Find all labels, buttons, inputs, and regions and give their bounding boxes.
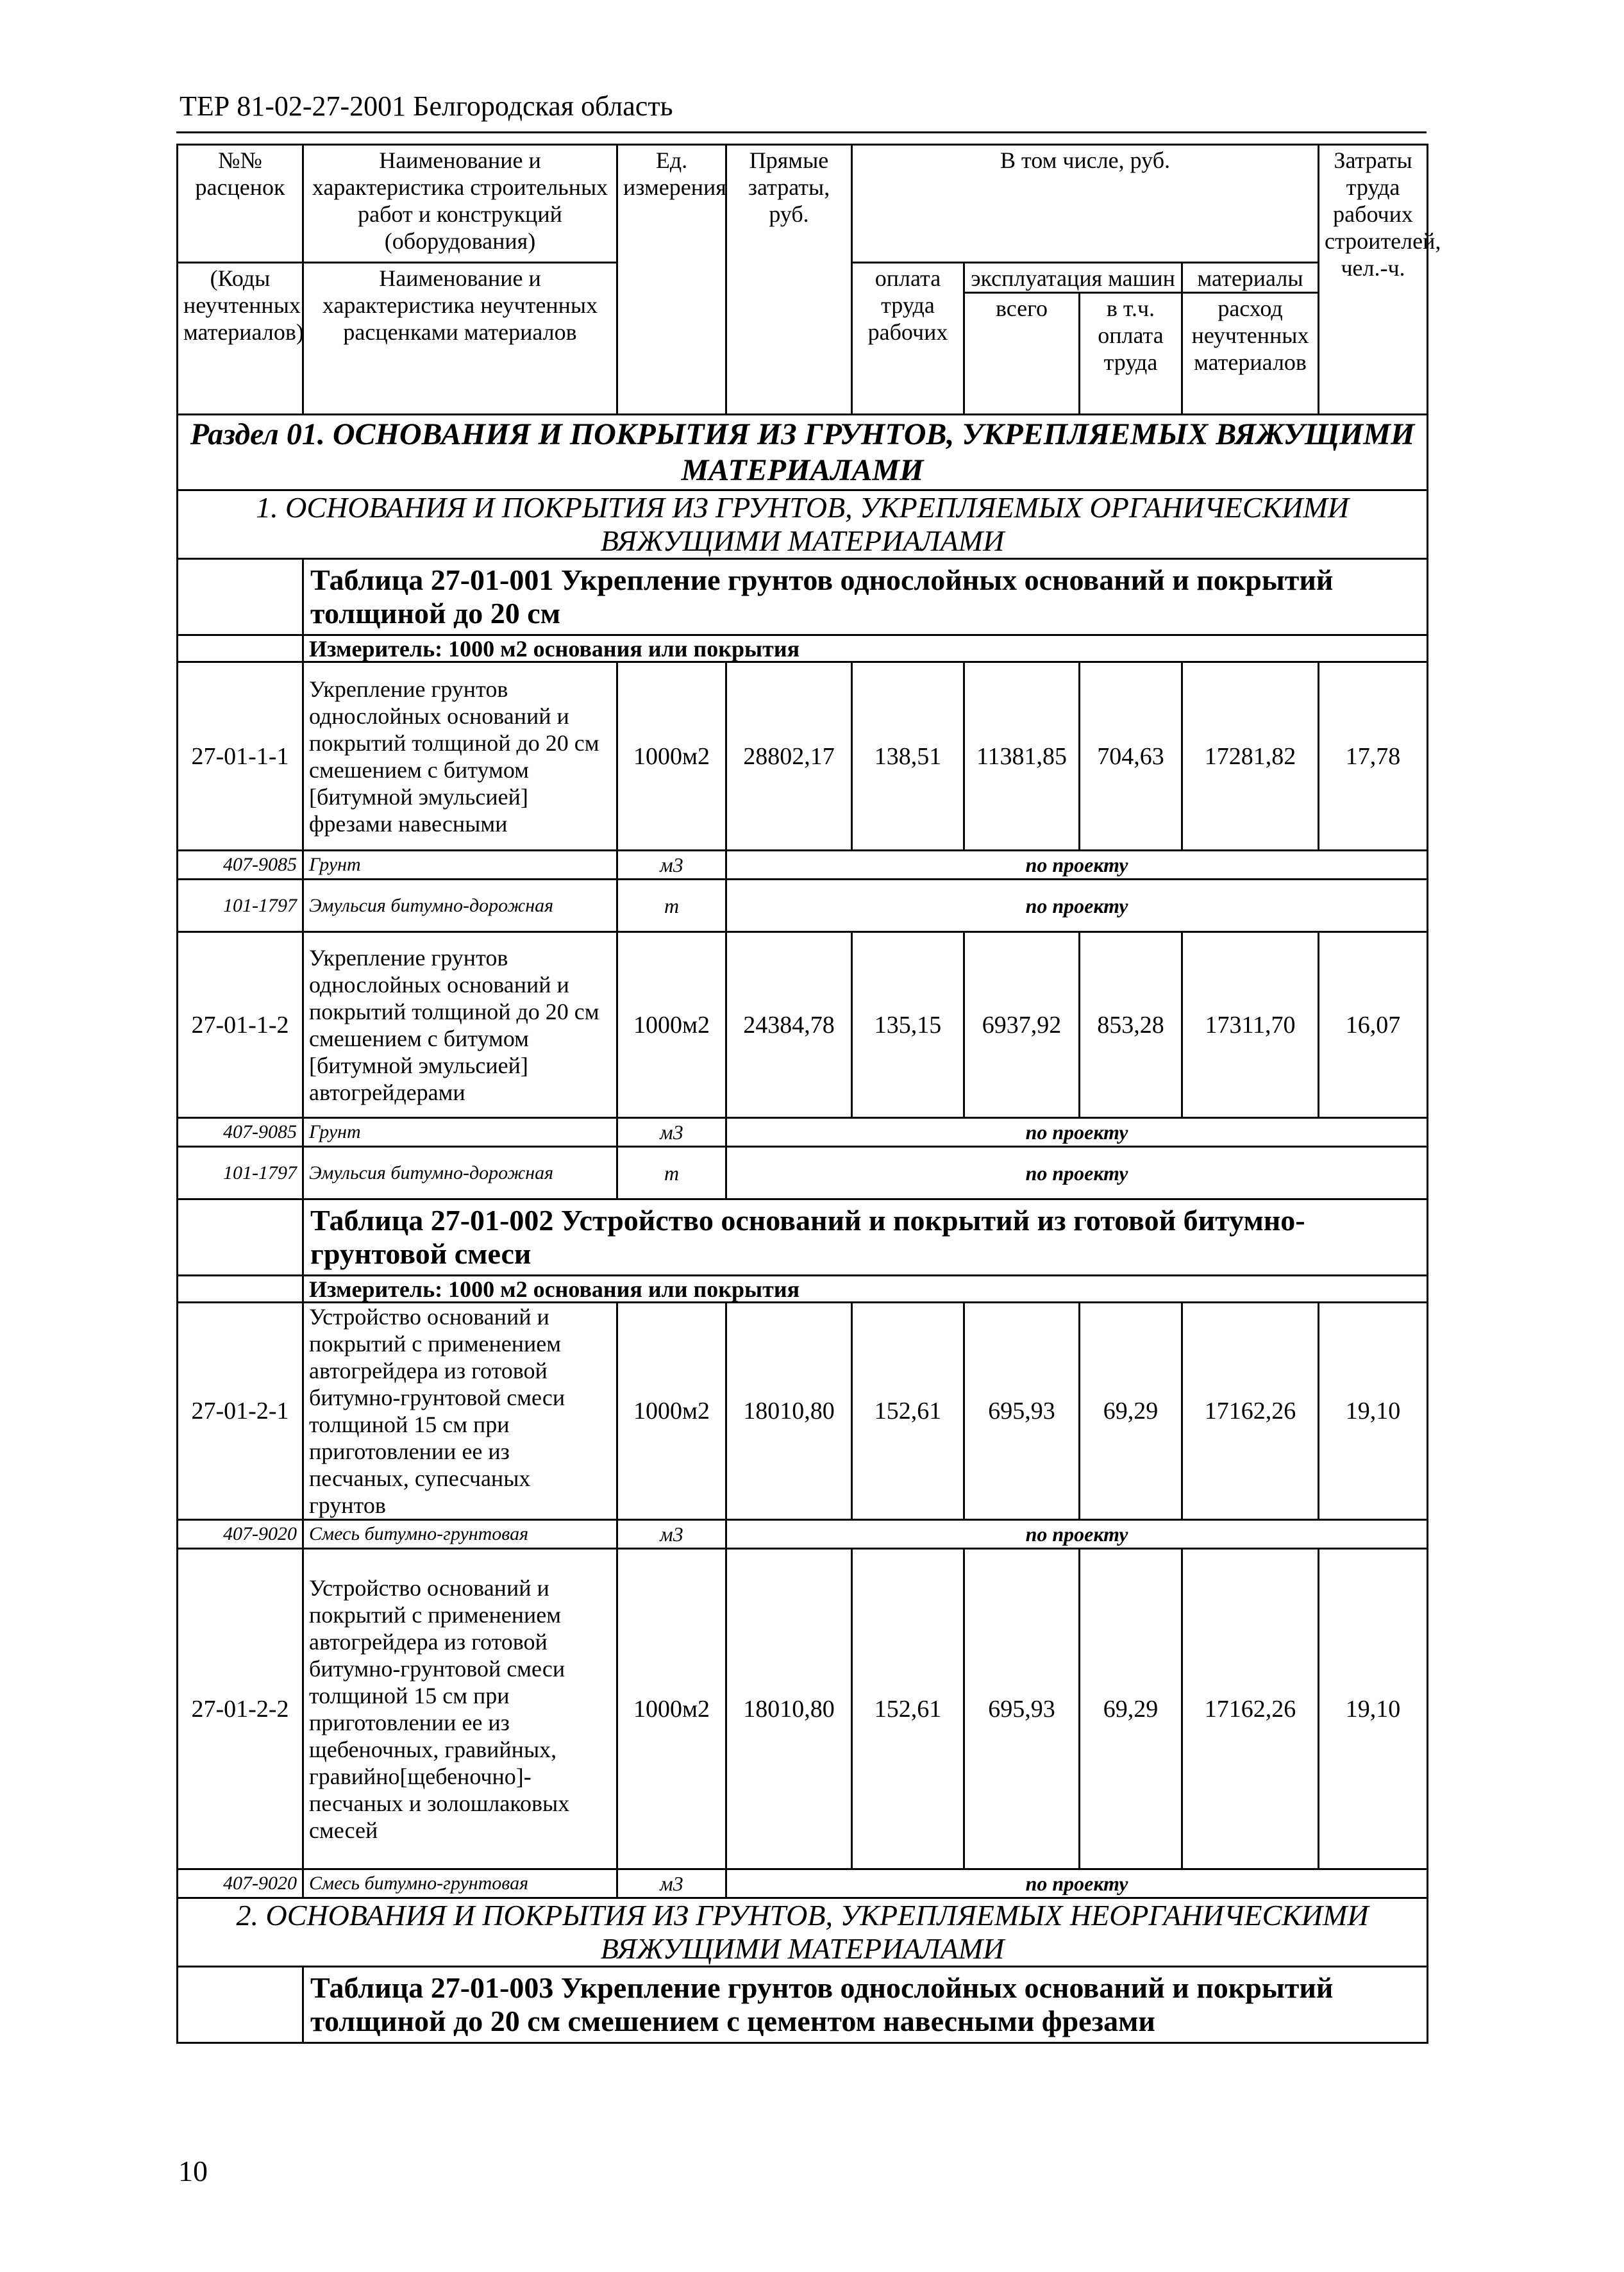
table2-meter: Измеритель: 1000 м2 основания или покрытия	[303, 1276, 1428, 1303]
material-row	[178, 880, 1428, 932]
rates-table	[176, 144, 1441, 2044]
table-row	[178, 1549, 1428, 1869]
rate-direct: 18010,80	[726, 1303, 852, 1520]
rate-mach: 695,93	[964, 1303, 1080, 1520]
rate-mach: 695,93	[964, 1549, 1080, 1869]
rate-code: 27-01-2-1	[178, 1303, 303, 1520]
material-unit: м3	[617, 1869, 726, 1898]
col-labor-header: Затраты труда рабочих строителей, чел.-ч.	[1319, 145, 1428, 415]
rate-code: 27-01-1-1	[178, 662, 303, 851]
rate-mat: 17162,26	[1182, 1549, 1319, 1869]
rate-mach: 11381,85	[964, 662, 1080, 851]
rate-mat: 17281,82	[1182, 662, 1319, 851]
table2-title: Таблица 27-01-002 Устройство оснований и покрытий из готовой битумно-грунтовой смеси	[303, 1199, 1428, 1276]
material-row	[178, 1520, 1428, 1549]
page-number: 10	[178, 2155, 208, 2187]
subsection-2-title: 2. ОСНОВАНИЯ И ПОКРЫТИЯ ИЗ ГРУНТОВ, УКРЕПЛЯЕМЫХ НЕОРГАНИЧЕСКИМИ ВЯЖУЩИМИ МАТЕРИАЛАМИ	[178, 1898, 1428, 1967]
rate-name: Укрепление грунтов однослойных оснований и покрытий толщиной до 20 см смешением с битумом [битумной эмульсией] автогрейдерами	[303, 932, 617, 1118]
material-note: по проекту	[726, 1520, 1428, 1549]
material-note: по проекту	[726, 1118, 1428, 1147]
col-mat-usage-header: расход неучтенных материалов	[1182, 293, 1319, 415]
material-unit: м3	[617, 1520, 726, 1549]
col-code-alt-header: (Коды неучтенных материалов)	[178, 263, 303, 415]
table-row	[178, 662, 1428, 851]
rate-direct: 24384,78	[726, 932, 852, 1118]
material-name: Смесь битумно-грунтовая	[303, 1520, 617, 1549]
material-name: Грунт	[303, 1118, 617, 1147]
table3-title-blank	[178, 1967, 303, 2043]
material-name: Грунт	[303, 851, 617, 880]
rate-direct: 18010,80	[726, 1549, 852, 1869]
rate-pay: 152,61	[852, 1303, 964, 1520]
col-direct-header: Прямые затраты, руб.	[726, 145, 852, 415]
page-header: ТЕР 81-02-27-2001 Белгородская область	[180, 90, 673, 122]
subsection-1-title: 1. ОСНОВАНИЯ И ПОКРЫТИЯ ИЗ ГРУНТОВ, УКРЕПЛЯЕМЫХ ОРГАНИЧЕСКИМИ ВЯЖУЩИМИ МАТЕРИАЛАМИ	[178, 490, 1428, 559]
table-row	[178, 1303, 1428, 1520]
table2-meter-blank	[178, 1276, 303, 1303]
header-rule	[176, 131, 1427, 133]
col-machines-header: эксплуатация машин	[964, 263, 1182, 293]
material-code: 101-1797	[178, 880, 303, 932]
material-row	[178, 851, 1428, 880]
material-unit: м3	[617, 1118, 726, 1147]
rate-labor: 19,10	[1319, 1303, 1428, 1520]
rate-labor: 19,10	[1319, 1549, 1428, 1869]
table1-title-blank	[178, 559, 303, 635]
col-unit-header: Ед. измерения	[617, 145, 726, 415]
rate-unit: 1000м2	[617, 932, 726, 1118]
material-row	[178, 1147, 1428, 1199]
material-code: 407-9020	[178, 1869, 303, 1898]
material-code: 407-9085	[178, 851, 303, 880]
section-title: Раздел 01. ОСНОВАНИЯ И ПОКРЫТИЯ ИЗ ГРУНТОВ, УКРЕПЛЯЕМЫХ ВЯЖУЩИМИ МАТЕРИАЛАМИ	[178, 415, 1428, 490]
col-materials-header: материалы	[1182, 263, 1319, 293]
col-mach-pay-header: в т.ч. оплата труда	[1080, 293, 1182, 415]
rate-mach-pay: 853,28	[1080, 932, 1182, 1118]
material-note: по проекту	[726, 851, 1428, 880]
rate-pay: 135,15	[852, 932, 964, 1118]
table3-title: Таблица 27-01-003 Укрепление грунтов однослойных оснований и покрытий толщиной до 20 см смешением с цементом навесными фрезами	[303, 1967, 1428, 2043]
rate-unit: 1000м2	[617, 1303, 726, 1520]
rate-name: Укрепление грунтов однослойных оснований и покрытий толщиной до 20 см смешением с битумом [битумной эмульсией] фрезами навесными	[303, 662, 617, 851]
col-name-header: Наименование и характеристика строительных работ и конструкций (оборудования)	[303, 145, 617, 263]
table1-title: Таблица 27-01-001 Укрепление грунтов однослойных оснований и покрытий толщиной до 20 см	[303, 559, 1428, 635]
col-code-header: №№ расценок	[178, 145, 303, 263]
material-row	[178, 1118, 1428, 1147]
material-row	[178, 1869, 1428, 1898]
material-code: 407-9085	[178, 1118, 303, 1147]
rate-mach-pay: 69,29	[1080, 1549, 1182, 1869]
rate-name: Устройство оснований и покрытий с применением автогрейдера из готовой битумно-грунтовой смеси толщиной 15 см при приготовлении ее из песчаных, супесчаных грунтов	[303, 1303, 617, 1520]
table1-meter-blank	[178, 635, 303, 662]
col-mach-total-header: всего	[964, 293, 1080, 415]
rate-labor: 17,78	[1319, 662, 1428, 851]
col-name-alt-header: Наименование и характеристика неучтенных расценками материалов	[303, 263, 617, 415]
rate-pay: 138,51	[852, 662, 964, 851]
rate-labor: 16,07	[1319, 932, 1428, 1118]
rate-code: 27-01-2-2	[178, 1549, 303, 1869]
material-name: Смесь битумно-грунтовая	[303, 1869, 617, 1898]
material-note: по проекту	[726, 1869, 1428, 1898]
rate-unit: 1000м2	[617, 1549, 726, 1869]
rate-mach-pay: 704,63	[1080, 662, 1182, 851]
material-note: по проекту	[726, 880, 1428, 932]
material-code: 407-9020	[178, 1520, 303, 1549]
rate-pay: 152,61	[852, 1549, 964, 1869]
rate-mat: 17162,26	[1182, 1303, 1319, 1520]
material-note: по проекту	[726, 1147, 1428, 1199]
table2-title-blank	[178, 1199, 303, 1276]
rate-code: 27-01-1-2	[178, 932, 303, 1118]
col-incl-header: В том числе, руб.	[852, 145, 1319, 263]
material-unit: т	[617, 880, 726, 932]
rate-direct: 28802,17	[726, 662, 852, 851]
material-name: Эмульсия битумно-дорожная	[303, 1147, 617, 1199]
col-pay-header: оплата труда рабочих	[852, 263, 964, 415]
rate-unit: 1000м2	[617, 662, 726, 851]
rate-name: Устройство оснований и покрытий с применением автогрейдера из готовой битумно-грунтовой смеси толщиной 15 см при приготовлении ее из щебеночных, гравийных, гравийно[щебеночно]-песчаных и золошлаковых смесей	[303, 1549, 617, 1869]
rate-mach: 6937,92	[964, 932, 1080, 1118]
material-code: 101-1797	[178, 1147, 303, 1199]
rate-mat: 17311,70	[1182, 932, 1319, 1118]
material-name: Эмульсия битумно-дорожная	[303, 880, 617, 932]
material-unit: т	[617, 1147, 726, 1199]
table1-meter: Измеритель: 1000 м2 основания или покрытия	[303, 635, 1428, 662]
material-unit: м3	[617, 851, 726, 880]
rate-mach-pay: 69,29	[1080, 1303, 1182, 1520]
table-row	[178, 932, 1428, 1118]
